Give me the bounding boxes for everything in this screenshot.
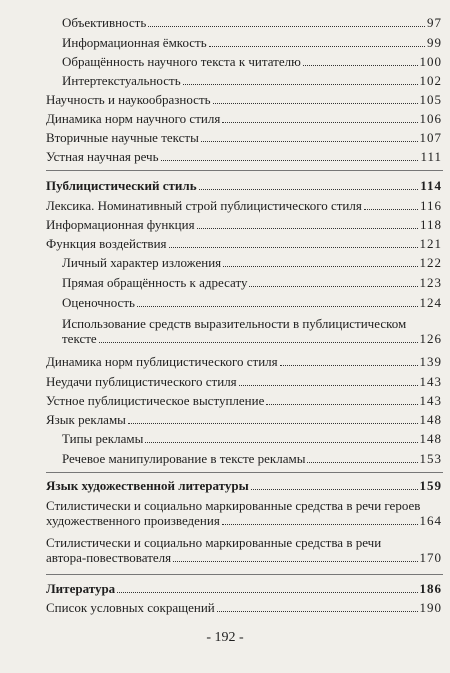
dot-leader [169, 246, 418, 248]
toc-entry [46, 374, 442, 389]
toc-chapter [46, 581, 442, 596]
toc-entry [62, 275, 442, 290]
dot-leader [183, 83, 418, 85]
dot-leader [266, 403, 417, 405]
dot-leader [303, 64, 418, 66]
dot-leader [173, 560, 417, 562]
section-divider [46, 472, 443, 473]
toc-entry-title: Обращённость научного текста к читателю [62, 54, 301, 69]
toc-entry-title: Интертекстуальность [62, 73, 181, 88]
section-divider [46, 574, 443, 575]
toc-entry [62, 255, 442, 270]
toc-entry-page: 100 [419, 54, 442, 69]
toc-entry-page: 139 [419, 354, 442, 369]
dot-leader [364, 208, 418, 210]
toc-entry [62, 54, 442, 69]
toc-entry [62, 15, 442, 30]
toc-entry-title: Лексика. Номинативный строй публицистического стиля [46, 198, 362, 213]
dot-leader [280, 364, 418, 366]
toc-entry-title-line1: Использование средств выразительности в публицистическом [62, 316, 407, 331]
dot-leader [223, 265, 417, 267]
dot-leader [209, 45, 425, 47]
toc-entry-title: Речевое манипулирование в тексте рекламы [62, 451, 306, 466]
toc-entry-title: Типы рекламы [62, 431, 144, 446]
dot-leader [117, 591, 417, 593]
dot-leader [201, 140, 418, 142]
toc-entry-page: 122 [419, 255, 442, 270]
toc-entry-page: 114 [420, 178, 442, 193]
toc-entry [46, 412, 442, 427]
dot-leader [249, 285, 417, 287]
toc-entry-title-line2: тексте [62, 331, 97, 346]
toc-entry-title: Литература [46, 581, 116, 596]
toc-entry-title: Информационная ёмкость [62, 35, 207, 50]
toc-entry [46, 535, 442, 565]
toc-entry-page: 99 [427, 35, 442, 50]
toc-entry-page: 126 [419, 331, 442, 346]
toc-entry [46, 217, 442, 232]
toc-entry [62, 73, 442, 88]
toc-entry-title: Личный характер изложения [62, 255, 222, 270]
toc-entry [46, 236, 442, 251]
toc-entry-title: Публицистический стиль [46, 178, 197, 193]
toc-entry-page: 106 [419, 111, 442, 126]
page-number: - 192 - [206, 630, 244, 645]
toc-entry-title-line2: художественного произведения [46, 513, 220, 528]
dot-leader [197, 227, 418, 229]
toc-chapter [46, 178, 442, 193]
toc-entry [46, 354, 442, 369]
toc-entry-page: 143 [419, 393, 442, 408]
dot-leader [213, 102, 418, 104]
toc-entry-title: Научность и наукообразность [46, 92, 211, 107]
toc-entry-page: 111 [420, 149, 442, 164]
toc-entry [62, 35, 442, 50]
dot-leader [199, 188, 419, 190]
toc-entry [62, 451, 442, 466]
toc-entry-title: Неудачи публицистического стиля [46, 374, 237, 389]
toc-entry [46, 130, 442, 145]
dot-leader [148, 25, 425, 27]
toc-entry [46, 393, 442, 408]
toc-entry-title: Вторичные научные тексты [46, 130, 199, 145]
toc-entry-title: Язык рекламы [46, 412, 126, 427]
dot-leader [145, 441, 417, 443]
toc-entry-page: 123 [419, 275, 442, 290]
toc-chapter [46, 478, 442, 493]
toc-entry-title: Оценочность [62, 295, 135, 310]
toc-entry [46, 600, 442, 615]
toc-entry-page: 116 [419, 198, 442, 213]
toc-entry-page: 105 [419, 92, 442, 107]
dot-leader [222, 523, 418, 525]
toc-entry-title: Динамика норм научного стиля [46, 111, 221, 126]
toc-entry [46, 198, 442, 213]
toc-entry-title: Прямая обращённость к адресату [62, 275, 248, 290]
dot-leader [222, 121, 417, 123]
toc-entry [46, 498, 442, 528]
toc-entry-page: 97 [427, 15, 442, 30]
toc-entry-title: Объективность [62, 15, 147, 30]
toc-entry-page: 148 [419, 431, 442, 446]
toc-entry-title-line1: Стилистически и социально маркированные средства в речи героев [46, 498, 421, 513]
toc-entry [46, 92, 442, 107]
toc-entry-page: 159 [419, 478, 442, 493]
dot-leader [161, 159, 419, 161]
toc-entry-page: 121 [419, 236, 442, 251]
toc-entry-title: Динамика норм публицистического стиля [46, 354, 278, 369]
section-divider [46, 170, 443, 171]
toc-entry-title: Язык художественной литературы [46, 478, 249, 493]
toc-entry-page: 153 [419, 451, 442, 466]
toc-entry-page: 190 [419, 600, 442, 615]
dot-leader [251, 488, 418, 490]
toc-entry-page: 107 [419, 130, 442, 145]
toc-entry-title: Устная научная речь [46, 149, 159, 164]
dot-leader [128, 422, 418, 424]
toc-entry-page: 164 [419, 513, 442, 528]
toc-entry-title: Информационная функция [46, 217, 195, 232]
toc-entry-page: 118 [419, 217, 442, 232]
dot-leader [307, 461, 417, 463]
dot-leader [99, 341, 418, 343]
toc-entry-title-line2: автора-повествователя [46, 550, 172, 565]
toc-entry [62, 316, 442, 346]
toc-entry [46, 111, 442, 126]
toc-entry-page: 170 [419, 550, 442, 565]
toc-entry-title: Список условных сокращений [46, 600, 215, 615]
toc-entry-page: 102 [419, 73, 442, 88]
dot-leader [239, 384, 418, 386]
toc-entry-title: Устное публицистическое выступление [46, 393, 265, 408]
toc-entry-page: 124 [419, 295, 442, 310]
dot-leader [217, 610, 418, 612]
toc-entry-page: 143 [419, 374, 442, 389]
toc-entry [62, 295, 442, 310]
toc-entry [46, 149, 442, 164]
toc-entry-page: 148 [419, 412, 442, 427]
toc-entry-page: 186 [419, 581, 442, 596]
toc-entry [62, 431, 442, 446]
toc-entry-title-line1: Стилистически и социально маркированные средства в речи [46, 535, 382, 550]
toc-entry-title: Функция воздействия [46, 236, 167, 251]
dot-leader [137, 305, 418, 307]
